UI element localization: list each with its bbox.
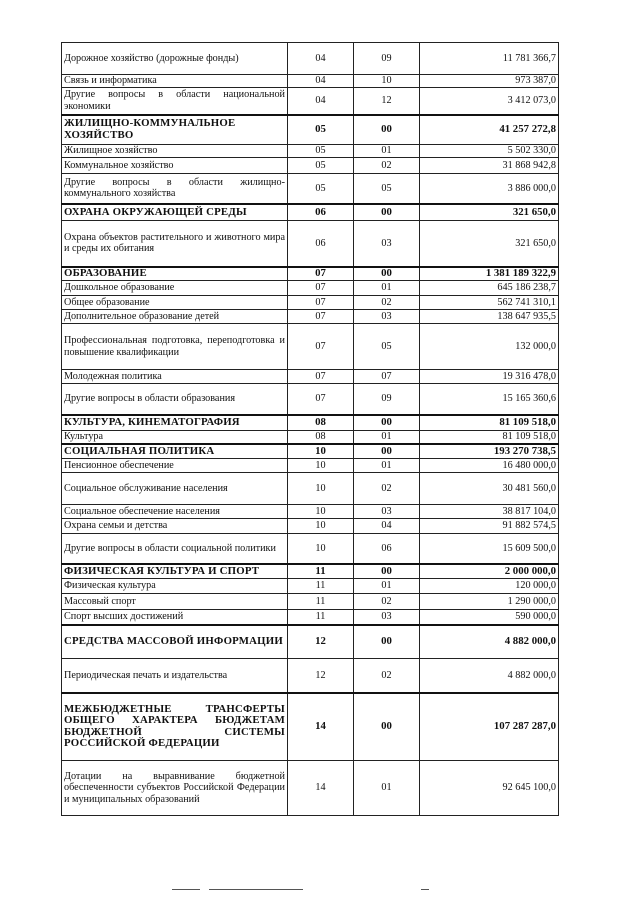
row-amount: 16 480 000,0 (420, 459, 559, 473)
row-section-code: 04 (288, 43, 354, 75)
table-row (62, 761, 559, 816)
row-subsection-code: 00 (354, 204, 420, 221)
row-name: Спорт высших достижений (62, 610, 288, 625)
row-section-code: 06 (288, 204, 354, 221)
row-amount: 1 290 000,0 (420, 594, 559, 610)
row-section-code: 07 (288, 384, 354, 415)
row-amount: 81 109 518,0 (420, 431, 559, 444)
row-section-code: 07 (288, 267, 354, 281)
row-amount: 645 186 238,7 (420, 281, 559, 296)
row-section-code: 14 (288, 761, 354, 816)
section-row (62, 444, 559, 459)
section-row (62, 693, 559, 761)
row-section-code: 04 (288, 75, 354, 88)
row-name: Дошкольное образование (62, 281, 288, 296)
row-section-code: 06 (288, 221, 354, 267)
row-amount: 5 502 330,0 (420, 145, 559, 158)
row-subsection-code: 03 (354, 505, 420, 519)
table-row (62, 384, 559, 415)
section-row (62, 625, 559, 659)
row-name: Культура (62, 431, 288, 444)
row-name: МЕЖБЮДЖЕТНЫЕ ТРАНСФЕРТЫ ОБЩЕГО ХАРАКТЕРА БЮДЖЕТАМ БЮДЖЕТНОЙ СИСТЕМЫ РОССИЙСКОЙ ФЕДЕРАЦИИ (62, 693, 288, 761)
row-amount: 81 109 518,0 (420, 415, 559, 431)
row-name: Жилищное хозяйство (62, 145, 288, 158)
row-section-code: 14 (288, 693, 354, 761)
row-section-code: 11 (288, 564, 354, 579)
row-subsection-code: 09 (354, 43, 420, 75)
table-row (62, 459, 559, 473)
row-subsection-code: 03 (354, 310, 420, 324)
row-subsection-code: 06 (354, 534, 420, 564)
row-section-code: 05 (288, 145, 354, 158)
row-amount: 132 000,0 (420, 324, 559, 370)
row-amount: 4 882 000,0 (420, 625, 559, 659)
row-section-code: 04 (288, 88, 354, 115)
row-section-code: 05 (288, 174, 354, 204)
row-subsection-code: 00 (354, 444, 420, 459)
row-amount: 92 645 100,0 (420, 761, 559, 816)
row-subsection-code: 00 (354, 564, 420, 579)
row-amount: 1 381 189 322,9 (420, 267, 559, 281)
row-subsection-code: 02 (354, 158, 420, 174)
row-name: Охрана семьи и детства (62, 519, 288, 534)
row-amount: 30 481 560,0 (420, 473, 559, 505)
row-section-code: 07 (288, 281, 354, 296)
row-name: Другие вопросы в области жилищно-коммунального хозяйства (62, 174, 288, 204)
row-section-code: 12 (288, 659, 354, 693)
row-name: Другие вопросы в области образования (62, 384, 288, 415)
table-row (62, 296, 559, 310)
row-subsection-code: 01 (354, 145, 420, 158)
row-amount: 193 270 738,5 (420, 444, 559, 459)
table-row (62, 324, 559, 370)
table-row (62, 610, 559, 625)
table-row (62, 158, 559, 174)
row-section-code: 08 (288, 415, 354, 431)
row-subsection-code: 00 (354, 267, 420, 281)
row-amount: 15 609 500,0 (420, 534, 559, 564)
row-amount: 973 387,0 (420, 75, 559, 88)
row-subsection-code: 10 (354, 75, 420, 88)
footer-rule-left (172, 889, 200, 890)
row-name: Массовый спорт (62, 594, 288, 610)
row-name: Социальное обслуживание населения (62, 473, 288, 505)
row-name: СРЕДСТВА МАССОВОЙ ИНФОРМАЦИИ (62, 625, 288, 659)
row-subsection-code: 05 (354, 174, 420, 204)
row-subsection-code: 07 (354, 370, 420, 384)
table-row (62, 88, 559, 115)
row-name: ЖИЛИЩНО-КОММУНАЛЬНОЕ ХОЗЯЙСТВО (62, 115, 288, 145)
row-amount: 15 165 360,6 (420, 384, 559, 415)
section-row (62, 415, 559, 431)
row-name: СОЦИАЛЬНАЯ ПОЛИТИКА (62, 444, 288, 459)
row-section-code: 10 (288, 444, 354, 459)
row-subsection-code: 09 (354, 384, 420, 415)
table-row (62, 473, 559, 505)
table-row (62, 145, 559, 158)
row-section-code: 05 (288, 158, 354, 174)
row-section-code: 07 (288, 370, 354, 384)
row-name: Общее образование (62, 296, 288, 310)
row-amount: 31 868 942,8 (420, 158, 559, 174)
row-section-code: 11 (288, 579, 354, 594)
table-row (62, 579, 559, 594)
footer-rule-right (421, 889, 429, 890)
row-name: Коммунальное хозяйство (62, 158, 288, 174)
row-section-code: 12 (288, 625, 354, 659)
row-name: Другие вопросы в области национальной экономики (62, 88, 288, 115)
row-subsection-code: 12 (354, 88, 420, 115)
row-amount: 138 647 935,5 (420, 310, 559, 324)
table-row (62, 43, 559, 75)
row-amount: 4 882 000,0 (420, 659, 559, 693)
row-section-code: 07 (288, 310, 354, 324)
row-section-code: 05 (288, 115, 354, 145)
row-subsection-code: 01 (354, 431, 420, 444)
row-amount: 19 316 478,0 (420, 370, 559, 384)
row-name: Молодежная политика (62, 370, 288, 384)
row-subsection-code: 00 (354, 625, 420, 659)
row-name: ОБРАЗОВАНИЕ (62, 267, 288, 281)
row-name: Профессиональная подготовка, переподготовка и повышение квалификации (62, 324, 288, 370)
row-name: Физическая культура (62, 579, 288, 594)
section-row (62, 115, 559, 145)
row-section-code: 10 (288, 505, 354, 519)
table-row (62, 310, 559, 324)
row-subsection-code: 01 (354, 761, 420, 816)
row-name: Социальное обеспечение населения (62, 505, 288, 519)
row-name: КУЛЬТУРА, КИНЕМАТОГРАФИЯ (62, 415, 288, 431)
row-amount: 321 650,0 (420, 221, 559, 267)
row-subsection-code: 03 (354, 221, 420, 267)
row-amount: 11 781 366,7 (420, 43, 559, 75)
row-section-code: 11 (288, 594, 354, 610)
table-row (62, 370, 559, 384)
row-section-code: 10 (288, 459, 354, 473)
table-row (62, 534, 559, 564)
row-subsection-code: 00 (354, 115, 420, 145)
table-row (62, 659, 559, 693)
table-row (62, 505, 559, 519)
row-section-code: 10 (288, 534, 354, 564)
section-row (62, 204, 559, 221)
row-amount: 41 257 272,8 (420, 115, 559, 145)
table-row (62, 519, 559, 534)
section-row (62, 564, 559, 579)
row-subsection-code: 02 (354, 594, 420, 610)
table-row (62, 594, 559, 610)
row-subsection-code: 01 (354, 459, 420, 473)
row-section-code: 10 (288, 519, 354, 534)
row-subsection-code: 02 (354, 296, 420, 310)
row-amount: 590 000,0 (420, 610, 559, 625)
row-name: ОХРАНА ОКРУЖАЮЩЕЙ СРЕДЫ (62, 204, 288, 221)
row-name: Периодическая печать и издательства (62, 659, 288, 693)
row-section-code: 07 (288, 296, 354, 310)
row-name: Дополнительное образование детей (62, 310, 288, 324)
row-amount: 321 650,0 (420, 204, 559, 221)
budget-table (61, 42, 559, 816)
row-amount: 107 287 287,0 (420, 693, 559, 761)
row-subsection-code: 04 (354, 519, 420, 534)
row-amount: 562 741 310,1 (420, 296, 559, 310)
row-amount: 3 886 000,0 (420, 174, 559, 204)
row-name: Связь и информатика (62, 75, 288, 88)
row-subsection-code: 01 (354, 281, 420, 296)
footer-rule-center (209, 889, 303, 890)
row-section-code: 07 (288, 324, 354, 370)
row-section-code: 08 (288, 431, 354, 444)
row-name: Дотации на выравнивание бюджетной обеспеченности субъектов Российской Федерации и муниципальных образований (62, 761, 288, 816)
table-row (62, 174, 559, 204)
row-subsection-code: 00 (354, 415, 420, 431)
row-name: Охрана объектов растительного и животного мира и среды их обитания (62, 221, 288, 267)
row-amount: 120 000,0 (420, 579, 559, 594)
row-subsection-code: 02 (354, 659, 420, 693)
table-row (62, 431, 559, 444)
row-name: Дорожное хозяйство (дорожные фонды) (62, 43, 288, 75)
row-amount: 2 000 000,0 (420, 564, 559, 579)
section-row (62, 267, 559, 281)
table-row (62, 221, 559, 267)
row-amount: 91 882 574,5 (420, 519, 559, 534)
row-subsection-code: 01 (354, 579, 420, 594)
row-section-code: 10 (288, 473, 354, 505)
row-section-code: 11 (288, 610, 354, 625)
row-name: Другие вопросы в области социальной политики (62, 534, 288, 564)
row-subsection-code: 00 (354, 693, 420, 761)
row-name: Пенсионное обеспечение (62, 459, 288, 473)
row-amount: 3 412 073,0 (420, 88, 559, 115)
row-subsection-code: 05 (354, 324, 420, 370)
row-name: ФИЗИЧЕСКАЯ КУЛЬТУРА И СПОРТ (62, 564, 288, 579)
row-subsection-code: 03 (354, 610, 420, 625)
budget-table-body (62, 43, 559, 816)
row-subsection-code: 02 (354, 473, 420, 505)
table-row (62, 281, 559, 296)
row-amount: 38 817 104,0 (420, 505, 559, 519)
table-row (62, 75, 559, 88)
